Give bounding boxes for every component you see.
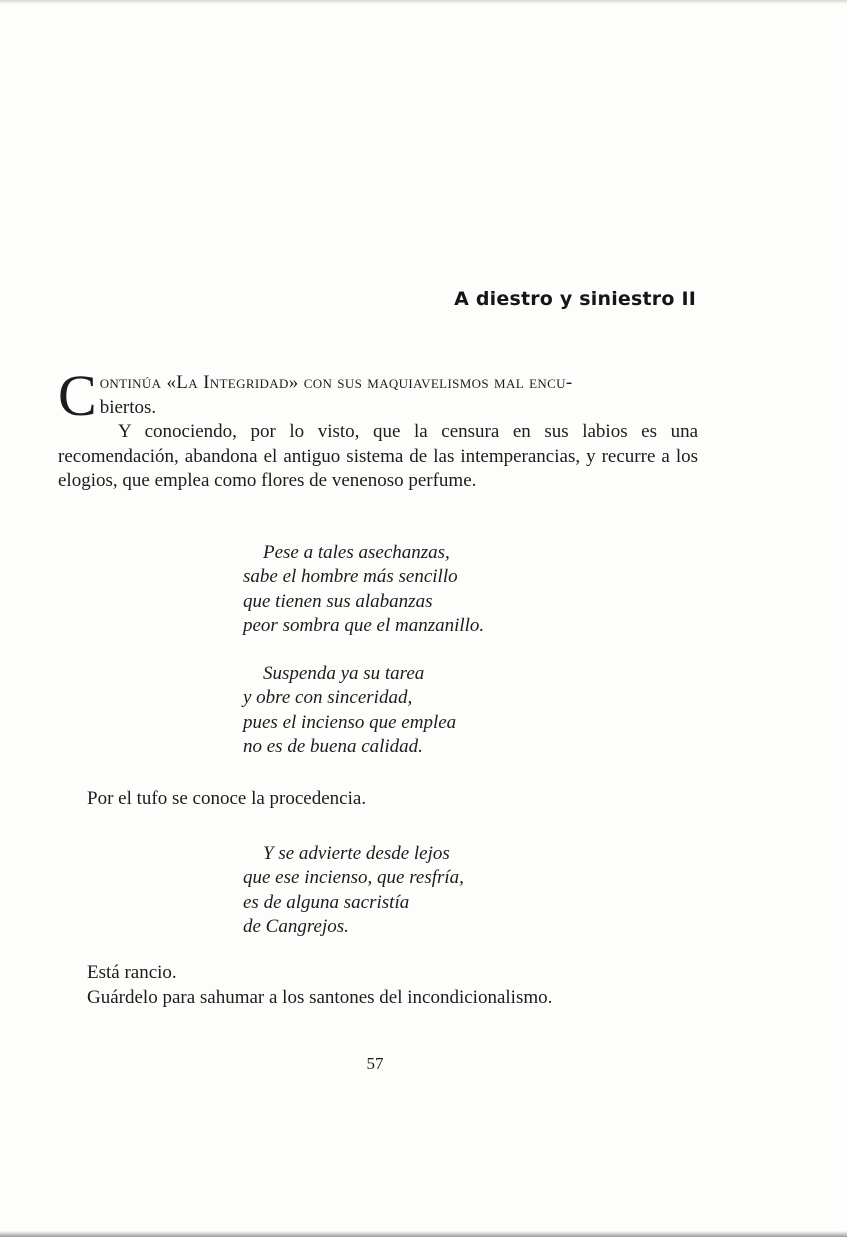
prose-line: Por el tufo se conoce la procedencia. [87, 788, 367, 809]
verse-line: que ese incienso, que resfría, [243, 867, 464, 889]
verse-line: peor sombra que el manzanillo. [243, 614, 485, 636]
verse-line: Suspenda ya su tarea [263, 663, 425, 684]
verse-line: no es de buena calidad. [243, 735, 423, 757]
opening-paragraph [58, 363, 698, 494]
verse-line: sabe el hombre más sencillo [243, 566, 458, 588]
verse-line: Y se advierte desde lejos [263, 843, 450, 864]
verse-line: Pese a tales asechanzas, [263, 542, 450, 563]
drop-cap: C [58, 363, 97, 428]
second-paragraph: Y conociendo, por lo visto, que la censura en sus labios es una recomendación, abandona el antiguo sistema de las intemperancias, y recurre a los elogios, que emplea como flores de venenoso perfume. [58, 421, 698, 491]
verse-line: y obre con sinceridad, [243, 687, 413, 709]
stanza-3 [243, 842, 464, 939]
page-edge-bottom [0, 1231, 847, 1237]
opening-smallcaps-line: ontinúa «La Integridad» con sus maquiavelismos mal encu- [99, 372, 573, 393]
opening-continuation: biertos. [99, 396, 157, 418]
verse-line: pues el incienso que emplea [243, 711, 457, 733]
stanza-1 [243, 541, 484, 638]
verse-line: de Cangrejos. [243, 915, 349, 937]
stanza-2 [243, 662, 456, 759]
verse-line: que tienen sus alabanzas [243, 590, 433, 612]
verse-line: es de alguna sacristía [243, 891, 410, 913]
closing-line: Guárdelo para sahumar a los santones del incondicionalismo. [87, 987, 553, 1008]
page-edge-top [0, 0, 847, 4]
page-number: 57 [366, 1054, 384, 1073]
section-heading: A diestro y siniestro II [454, 288, 696, 310]
closing-line: Está rancio. [87, 962, 177, 983]
